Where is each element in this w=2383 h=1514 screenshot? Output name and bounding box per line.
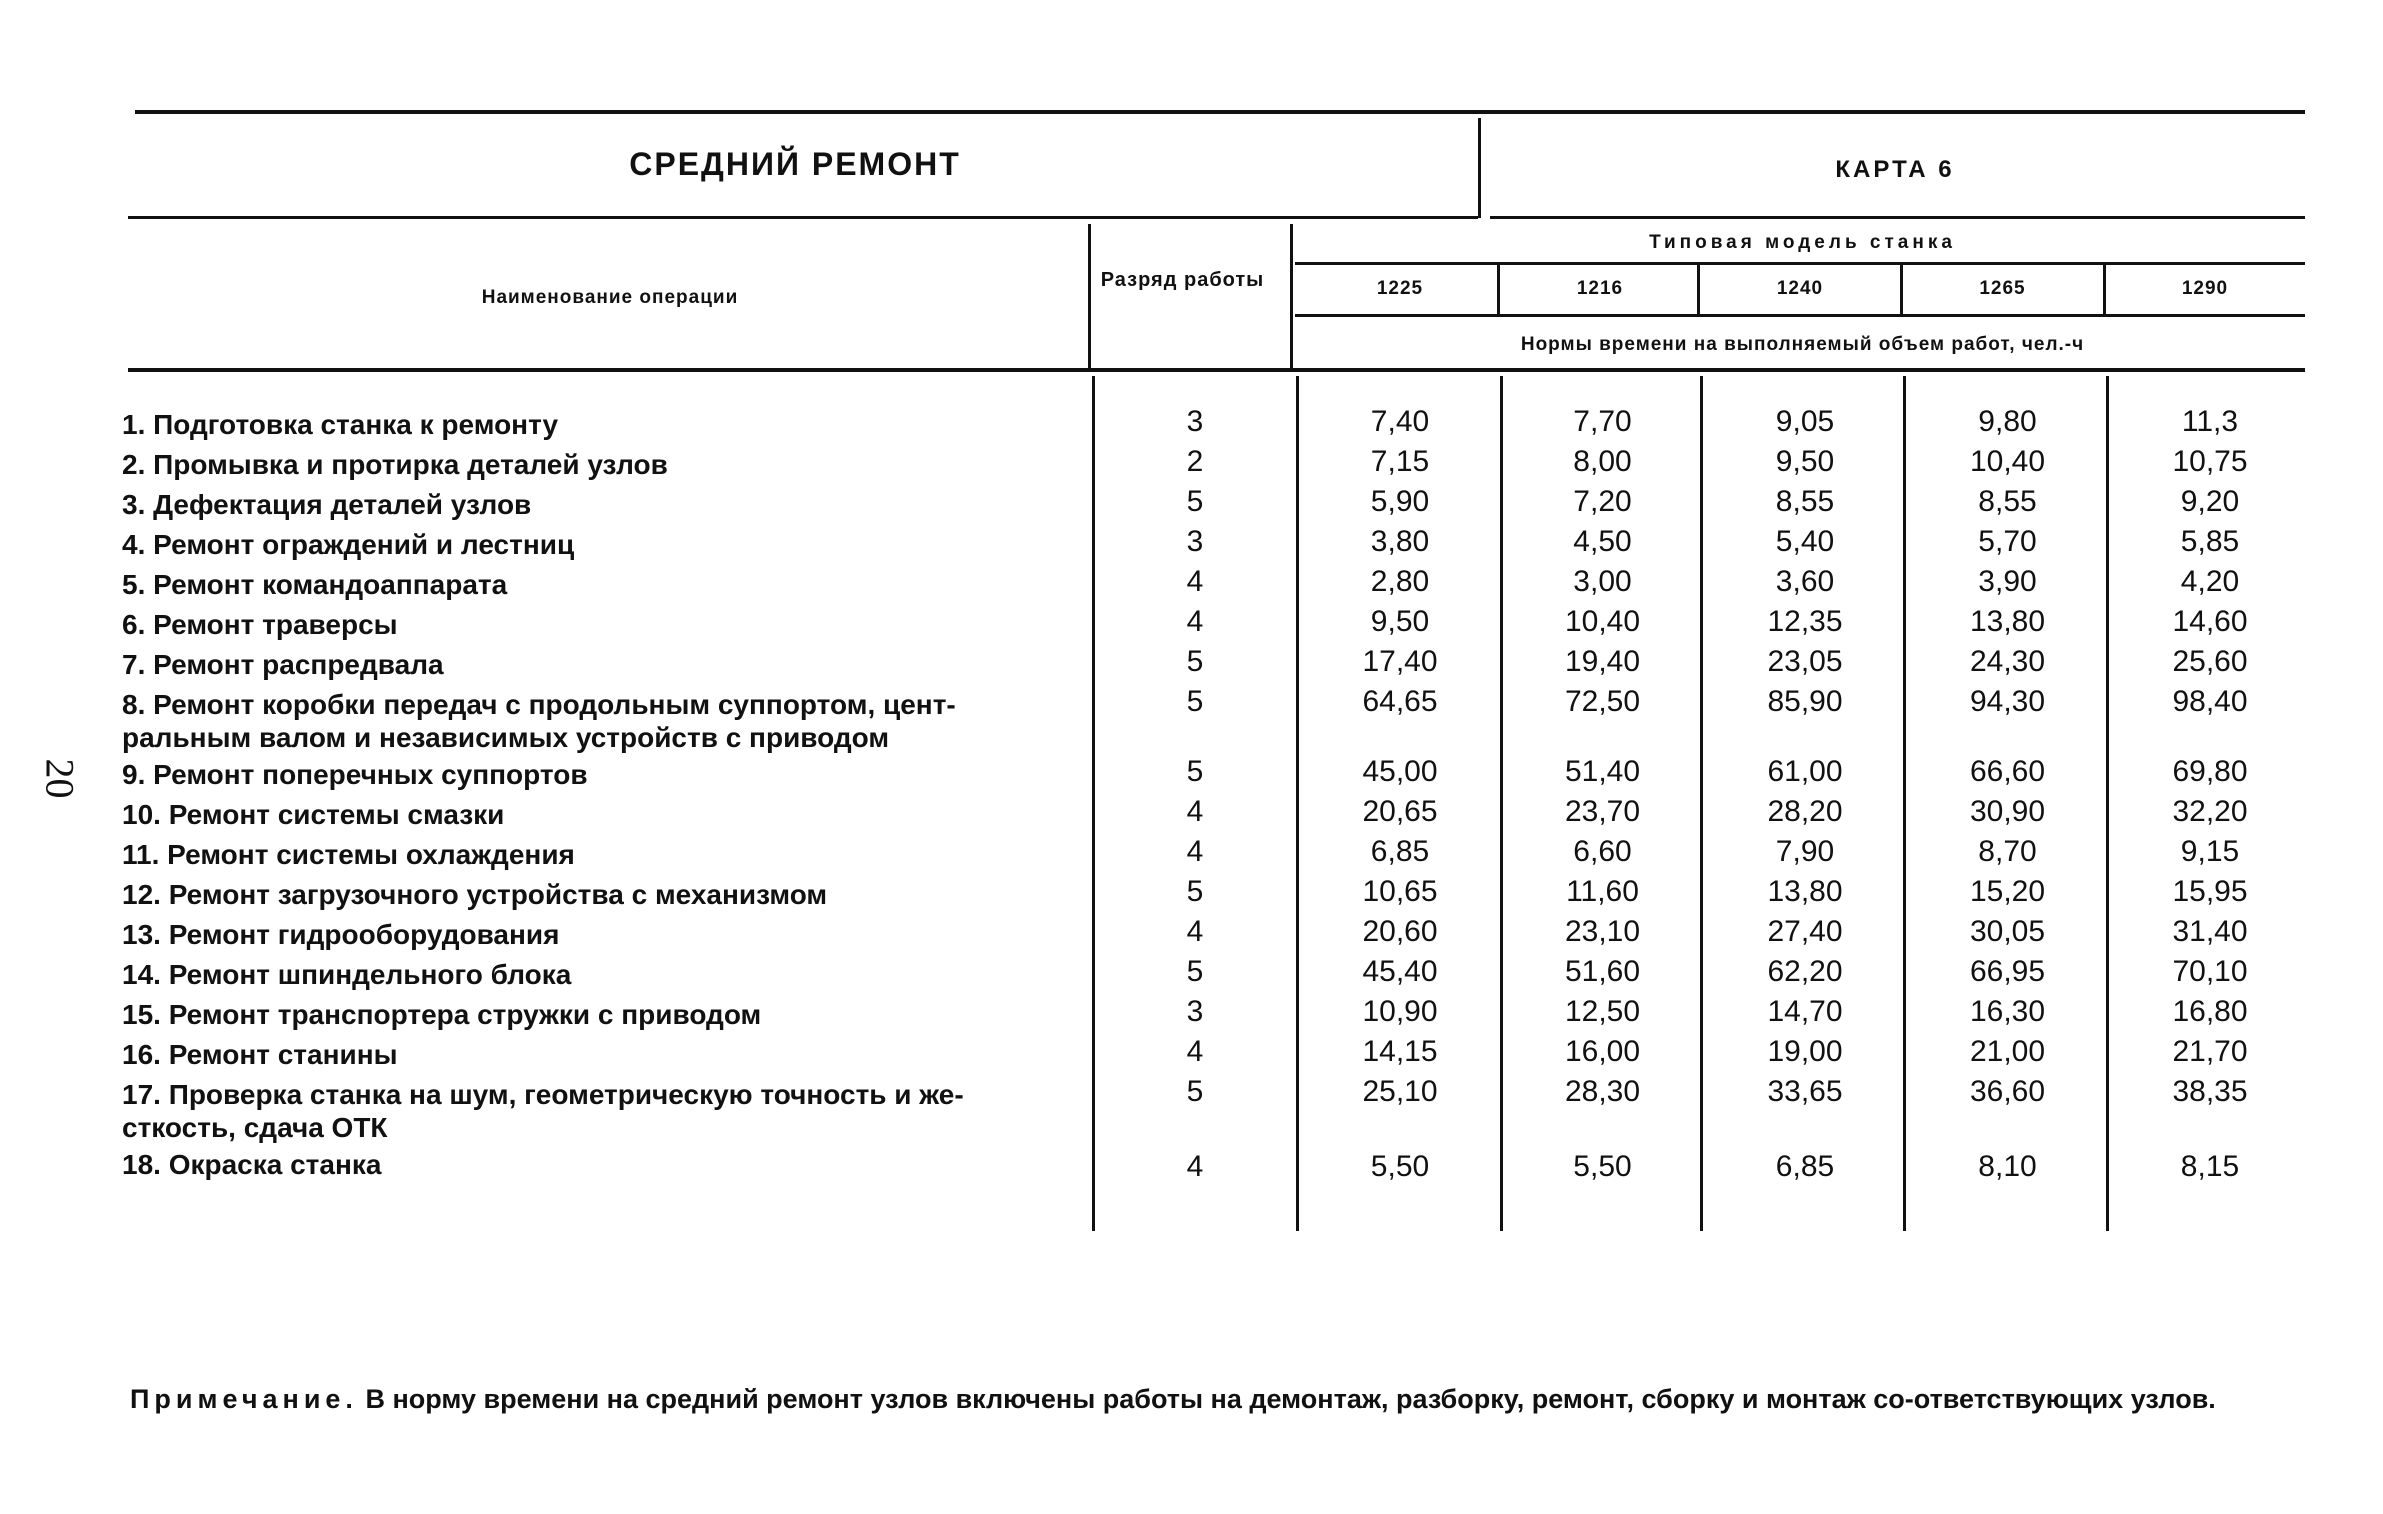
- norm-value-1265: 36,60: [1969, 1075, 2046, 1108]
- grade-value: 3: [1186, 995, 1204, 1028]
- norm-value-1240: 23,05: [1767, 645, 1843, 678]
- grade-col-left-rule-header: [1088, 224, 1091, 368]
- norm-value-1216: 19,40: [1564, 645, 1641, 678]
- norm-value-1216: 16,00: [1564, 1035, 1641, 1068]
- norm-value-1216: 11,60: [1566, 875, 1639, 908]
- operation-name: 12. Ремонт загрузочного устройства с механизмом: [122, 879, 828, 910]
- operation-name: 8. Ремонт коробки передач с продольным суппортом, цент- ральным валом и независимых устройств с приводом: [122, 689, 956, 753]
- norm-value-1265: 10,40: [1969, 445, 2046, 478]
- norm-value-1216: 5,50: [1573, 1150, 1632, 1183]
- norm-value-1290: 11,3: [2181, 405, 2239, 438]
- grade-value: 4: [1186, 1035, 1204, 1068]
- grade-value: 5: [1186, 645, 1204, 678]
- norm-value-1265: 3,90: [1978, 565, 2037, 598]
- norm-value-1216: 23,10: [1564, 915, 1641, 948]
- norm-value-1240: 27,40: [1767, 915, 1843, 948]
- operation-name: 4. Ремонт ограждений и лестниц: [122, 529, 575, 560]
- norm-value-1290: 25,60: [2172, 645, 2248, 678]
- norm-value-1290: 8,15: [2180, 1150, 2240, 1183]
- norm-value-1240: 12,35: [1767, 605, 1843, 638]
- norm-value-1225: 17,40: [1362, 645, 1438, 678]
- norm-value-1216: 7,70: [1573, 405, 1632, 438]
- operation-name: 17. Проверка станка на шум, геометрическую точность и же- сткость, сдача ОТК: [122, 1079, 964, 1143]
- norm-value-1240: 14,70: [1767, 995, 1843, 1028]
- norm-value-1265: 8,55: [1978, 485, 2037, 518]
- norm-value-1225: 10,65: [1362, 875, 1438, 908]
- norm-value-1216: 12,50: [1564, 995, 1641, 1028]
- norm-value-1225: 10,90: [1362, 995, 1438, 1028]
- card-label: КАРТА 6: [1835, 156, 1955, 183]
- operation-name: 14. Ремонт шпиндельного блока: [122, 959, 572, 990]
- norm-value-1225: 9,50: [1370, 605, 1430, 638]
- model-sep-2: [1697, 265, 1700, 315]
- norm-value-1216: 72,50: [1564, 685, 1641, 718]
- model-sep-4: [2103, 265, 2106, 315]
- norm-value-1290: 4,20: [2180, 565, 2240, 598]
- norm-value-1240: 33,65: [1767, 1075, 1843, 1108]
- norm-value-1225: 45,40: [1362, 955, 1438, 988]
- model-group-header: Типовая модель станка: [1649, 232, 1956, 253]
- title-underline-right: [1490, 216, 2305, 219]
- model-header-1216: 1216: [1576, 278, 1624, 299]
- operation-column-header: Наименование операции: [481, 287, 739, 308]
- model-header-1265: 1265: [1979, 278, 2026, 299]
- grade-value: 4: [1186, 835, 1204, 868]
- norm-value-1290: 31,40: [2172, 915, 2248, 948]
- grade-value: 5: [1186, 755, 1204, 788]
- norm-value-1225: 6,85: [1370, 835, 1430, 868]
- model-header-1225: 1225: [1376, 278, 1424, 299]
- norm-value-1240: 13,80: [1767, 875, 1843, 908]
- title-underline-left: [128, 216, 1478, 219]
- grade-value: 5: [1186, 485, 1204, 518]
- norm-value-1290: 21,70: [2172, 1035, 2248, 1068]
- norm-value-1216: 51,60: [1564, 955, 1641, 988]
- norm-value-1265: 66,60: [1969, 755, 2046, 788]
- norm-value-1265: 13,80: [1969, 605, 2046, 638]
- grade-value: 4: [1186, 915, 1204, 948]
- norm-value-1290: 15,95: [2172, 875, 2248, 908]
- grade-value: 4: [1186, 1150, 1204, 1183]
- operation-name: 1. Подготовка станка к ремонту: [122, 409, 559, 440]
- norm-value-1240: 61,00: [1767, 755, 1843, 788]
- page-number: 20: [37, 758, 83, 799]
- operation-name: 2. Промывка и протирка деталей узлов: [122, 449, 668, 480]
- norm-value-1265: 94,30: [1969, 685, 2046, 718]
- norm-value-1240: 62,20: [1767, 955, 1843, 988]
- norm-value-1265: 16,30: [1969, 995, 2046, 1028]
- operation-name: 15. Ремонт транспортера стружки с приводом: [122, 999, 762, 1030]
- norm-value-1240: 28,20: [1767, 795, 1843, 828]
- norm-value-1265: 5,70: [1978, 525, 2037, 558]
- norm-value-1265: 30,05: [1969, 915, 2046, 948]
- grade-value: 4: [1186, 605, 1204, 638]
- norm-value-1225: 45,00: [1362, 755, 1438, 788]
- values-col-left-rule-header: [1290, 224, 1293, 368]
- norm-value-1240: 19,00: [1767, 1035, 1843, 1068]
- operation-name: 13. Ремонт гидрооборудования: [122, 919, 560, 950]
- norm-value-1216: 3,00: [1573, 565, 1632, 598]
- model-sep-3: [1900, 265, 1903, 315]
- norm-value-1216: 7,20: [1573, 485, 1632, 518]
- norm-value-1240: 3,60: [1775, 565, 1835, 598]
- grade-value: 3: [1186, 405, 1204, 438]
- grade-value: 5: [1186, 955, 1204, 988]
- top-rule: [135, 110, 2305, 114]
- footnote: [130, 1382, 2320, 1416]
- norm-value-1240: 6,85: [1775, 1150, 1835, 1183]
- norm-value-1225: 14,15: [1362, 1035, 1438, 1068]
- norm-value-1225: 25,10: [1362, 1075, 1438, 1108]
- grade-value: 5: [1186, 685, 1204, 718]
- norm-value-1216: 8,00: [1573, 445, 1632, 478]
- norm-value-1240: 9,05: [1775, 405, 1835, 438]
- norm-value-1225: 64,65: [1362, 685, 1438, 718]
- norm-value-1290: 38,35: [2172, 1075, 2248, 1108]
- model-header-1240: 1240: [1776, 278, 1824, 299]
- grade-value: 3: [1186, 525, 1204, 558]
- operation-name: 6. Ремонт траверсы: [122, 609, 398, 640]
- norm-value-1290: 32,20: [2172, 795, 2248, 828]
- norm-value-1240: 7,90: [1775, 835, 1835, 868]
- norm-value-1290: 16,80: [2172, 995, 2248, 1028]
- norm-value-1225: 20,60: [1362, 915, 1438, 948]
- norm-value-1216: 4,50: [1573, 525, 1632, 558]
- norm-value-1216: 6,60: [1573, 835, 1632, 868]
- norm-value-1290: 10,75: [2172, 445, 2248, 478]
- operation-name: 9. Ремонт поперечных суппортов: [122, 759, 588, 790]
- norm-value-1265: 21,00: [1969, 1035, 2046, 1068]
- norm-value-1290: 98,40: [2172, 685, 2248, 718]
- norm-value-1240: 9,50: [1775, 445, 1835, 478]
- header-bottom-rule: [128, 368, 2305, 372]
- model-sep-1: [1497, 265, 1500, 315]
- norm-value-1216: 51,40: [1564, 755, 1641, 788]
- norm-value-1216: 28,30: [1564, 1075, 1641, 1108]
- norm-value-1290: 70,10: [2172, 955, 2248, 988]
- operation-name: 11. Ремонт системы охлаждения: [122, 839, 575, 870]
- value-col-rule-4: [2106, 376, 2109, 1231]
- norm-value-1240: 8,55: [1775, 485, 1835, 518]
- norm-value-1290: 9,20: [2180, 485, 2240, 518]
- norm-value-1290: 9,15: [2180, 835, 2240, 868]
- value-col-rule-2: [1700, 376, 1703, 1231]
- norm-value-1225: 20,65: [1362, 795, 1438, 828]
- norm-value-1225: 5,50: [1370, 1150, 1430, 1183]
- operation-name: 5. Ремонт командоаппарата: [122, 569, 508, 600]
- norms-header: Нормы времени на выполняемый объем работ, чел.-ч: [1520, 334, 2085, 355]
- norm-value-1240: 5,40: [1775, 525, 1835, 558]
- norm-value-1290: 5,85: [2180, 525, 2240, 558]
- grade-column-header: Разряд работы: [1100, 269, 1265, 291]
- grade-value: 5: [1186, 875, 1204, 908]
- norm-value-1290: 69,80: [2172, 755, 2248, 788]
- operation-name: 10. Ремонт системы смазки: [122, 799, 505, 830]
- norm-value-1225: 7,40: [1370, 405, 1430, 438]
- models-top-rule: [1295, 262, 2305, 265]
- norm-value-1225: 7,15: [1370, 445, 1430, 478]
- norm-value-1216: 23,70: [1564, 795, 1641, 828]
- norm-value-1290: 14,60: [2172, 605, 2248, 638]
- norm-value-1265: 24,30: [1969, 645, 2046, 678]
- norm-value-1265: 8,70: [1978, 835, 2037, 868]
- models-bottom-rule: [1295, 314, 2305, 317]
- norm-value-1265: 15,20: [1969, 875, 2046, 908]
- values-col-left-rule: [1296, 376, 1299, 1231]
- value-col-rule-3: [1903, 376, 1906, 1231]
- norm-value-1240: 85,90: [1767, 685, 1843, 718]
- norm-value-1265: 9,80: [1978, 405, 2037, 438]
- norm-value-1265: 30,90: [1969, 795, 2046, 828]
- operation-name: 16. Ремонт станины: [122, 1039, 398, 1070]
- operation-name: 3. Дефектация деталей узлов: [122, 489, 532, 520]
- norm-value-1265: 66,95: [1969, 955, 2046, 988]
- footnote-label: Примечание.: [130, 1384, 358, 1414]
- operation-name: 18. Окраска станка: [122, 1149, 382, 1180]
- norm-value-1216: 10,40: [1564, 605, 1641, 638]
- grade-value: 4: [1186, 565, 1204, 598]
- grade-value: 5: [1186, 1075, 1204, 1108]
- norm-value-1225: 3,80: [1370, 525, 1430, 558]
- model-header-1290: 1290: [2181, 278, 2229, 299]
- grade-value: 4: [1186, 795, 1204, 828]
- operation-name: 7. Ремонт распредвала: [122, 649, 444, 680]
- grade-value: 2: [1186, 445, 1204, 478]
- value-col-rule-1: [1500, 376, 1503, 1231]
- footnote-text: В норму времени на средний ремонт узлов включены работы на демонтаж, разборку, ремонт, сборку и монтаж со-ответствующих узлов.: [365, 1384, 2216, 1414]
- norm-value-1265: 8,10: [1978, 1150, 2037, 1183]
- norm-value-1225: 5,90: [1370, 485, 1430, 518]
- norm-value-1225: 2,80: [1370, 565, 1430, 598]
- section-title: СРЕДНИЙ РЕМОНТ: [629, 146, 961, 182]
- grade-col-left-rule: [1092, 376, 1095, 1231]
